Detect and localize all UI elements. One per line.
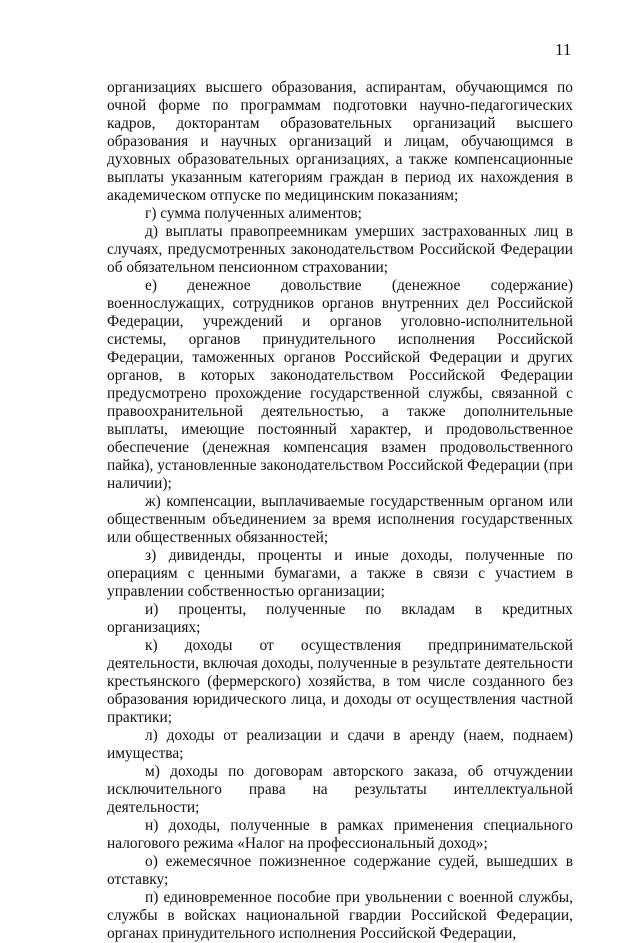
page-number: 11: [555, 40, 572, 59]
paragraph-item-m: м) доходы по договорам авторского заказа, об отчуждении исключительного права на результаты интеллектуальной деятельности;: [107, 763, 573, 816]
paragraph-item-o: о) ежемесячное пожизненное содержание судей, вышедших в отставку;: [107, 853, 573, 888]
paragraph-item-d: д) выплаты правопреемникам умерших застрахованных лиц в случаях, предусмотренных законодательством Российской Федерации об обязательном пенсионном страховании;: [107, 223, 573, 276]
paragraph-continuation: организациях высшего образования, аспирантам, обучающимся по очной форме по программам подготовки научно-педагогических кадров, докторантам образовательных организаций высшего образования и научных организаций и лицам, обучающимся в духовных образовательных организациях, а также компенсационные выплаты указанным категориям граждан в период их нахождения в академическом отпуске по медицинским показаниям;: [107, 79, 573, 204]
paragraph-item-i: и) проценты, полученные по вкладам в кредитных организациях;: [107, 601, 573, 636]
paragraph-item-l: л) доходы от реализации и сдачи в аренду (наем, поднаем) имущества;: [107, 727, 573, 762]
paragraph-item-n: н) доходы, полученные в рамках применения специального налогового режима «Налог на профессиональный доход»;: [107, 817, 573, 852]
paragraph-item-p: п) единовременное пособие при увольнении с военной службы, службы в войсках национальной гвардии Российской Федерации, органах принудительного исполнения Российской Федерации,: [107, 889, 573, 942]
paragraph-item-z: з) дивиденды, проценты и иные доходы, полученные по операциям с ценными бумагами, а также в связи с участием в управлении собственностью организации;: [107, 547, 573, 600]
paragraph-item-k: к) доходы от осуществления предпринимательской деятельности, включая доходы, полученные в результате деятельности крестьянского (фермерского) хозяйства, в том числе созданного без образования юридического лица, и доходы от осуществления частной практики;: [107, 637, 573, 726]
paragraph-item-e: е) денежное довольствие (денежное содержание) военнослужащих, сотрудников органов внутренних дел Российской Федерации, учреждений и органов уголовно-исполнительной системы, органов принудительного исполнения Российской Федерации, таможенных органов Российской Федерации и других органов, в которых законодательством Российской Федерации предусмотрено прохождение государственной службы, связанной с правоохранительной деятельностью, а также дополнительные выплаты, имеющие постоянный характер, и продовольственное обеспечение (денежная компенсация взамен продовольственного пайка), установленные законодательством Российской Федерации (при наличии);: [107, 277, 574, 492]
document-body: [107, 79, 573, 943]
paragraph-item-zh: ж) компенсации, выплачиваемые государственным органом или общественным объединением за время исполнения государственных или общественных обязанностей;: [107, 493, 573, 546]
paragraph-item-g: г) сумма полученных алиментов;: [145, 205, 362, 222]
